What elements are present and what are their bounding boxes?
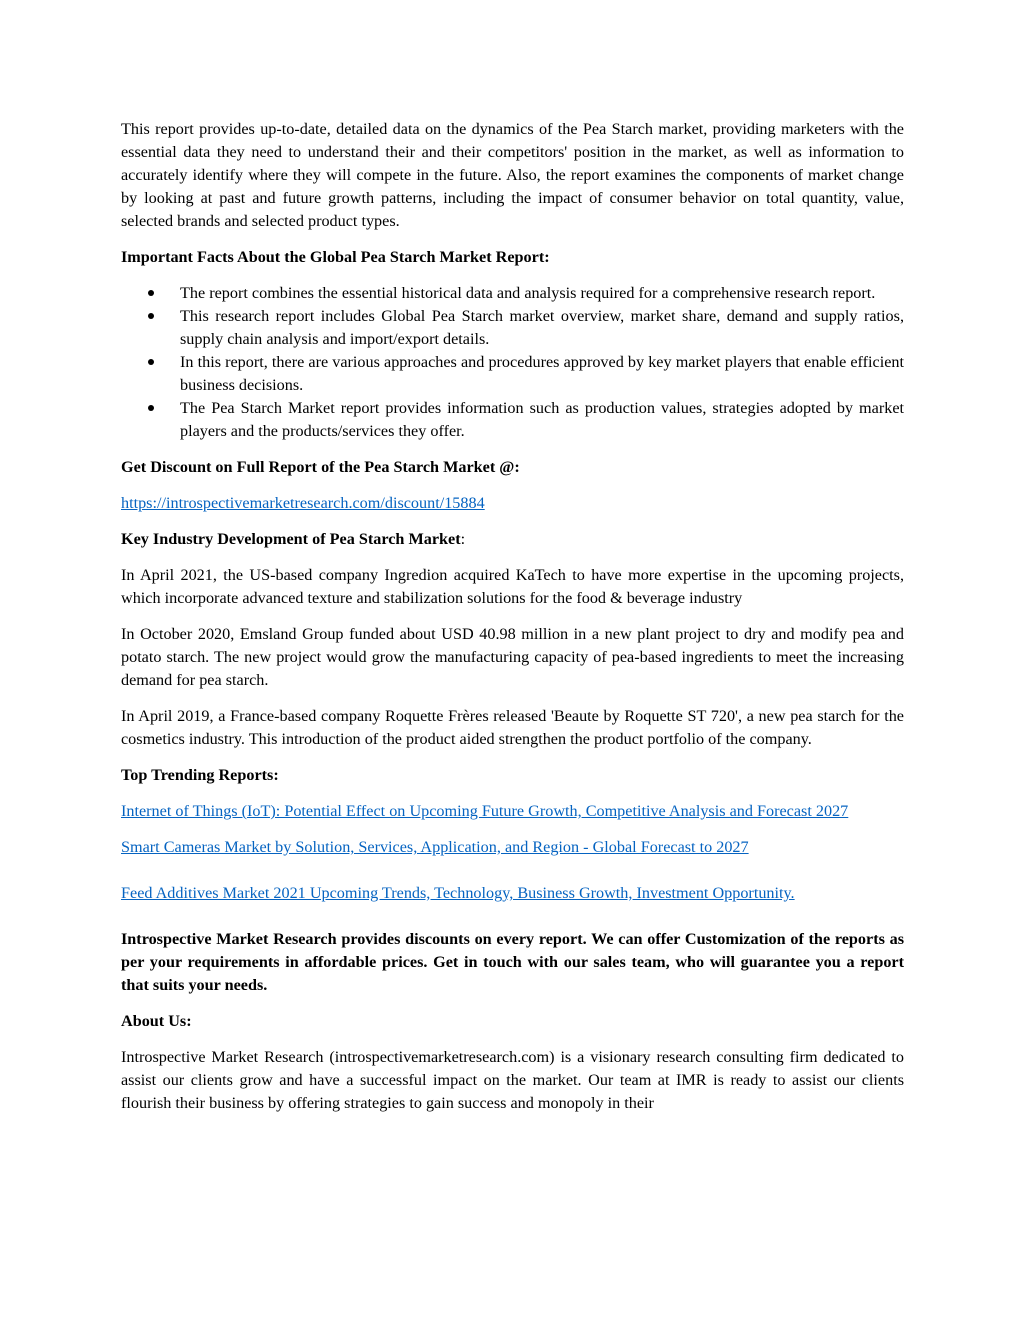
facts-list [121,282,904,443]
discount-note: Introspective Market Research provides discounts on every report. We can offer Customization of the reports as per your requirements in affordable prices. Get in touch with our sales team, who will guarantee you a report that suits your needs. [121,930,904,994]
facts-heading: Important Facts About the Global Pea Starch Market Report: [121,248,550,266]
facts-list-item [121,351,904,397]
development-heading-colon: : [460,530,466,548]
development-heading: Key Industry Development of Pea Starch Market [121,530,461,548]
trending-link-paragraph [121,836,904,859]
development-paragraph: In October 2020, Emsland Group funded about USD 40.98 million in a new plant project to dry and modify pea and potato starch. The new project would grow the manufacturing capacity of pea-based ingredients to meet the increasing demand for pea starch. [121,625,904,689]
facts-list-item-text: The Pea Starch Market report provides information such as production values, strategies adopted by market players and the products/services they offer. [180,399,904,440]
trending-link-paragraph [121,800,904,823]
facts-list-item-text: This research report includes Global Pea Starch market overview, market share, demand and supply ratios, supply chain analysis and import/export details. [180,307,904,348]
discount-link[interactable]: https://introspectivemarketresearch.com/discount/15884 [121,494,485,512]
trending-report-link[interactable]: Internet of Things (IoT): Potential Effect on Upcoming Future Growth, Competitive Analysis and Forecast 2027 [121,802,849,820]
facts-list-item-text: In this report, there are various approaches and procedures approved by key market players that enable efficient business decisions. [180,353,904,394]
development-heading-paragraph [121,528,904,551]
intro-paragraph: This report provides up-to-date, detailed data on the dynamics of the Pea Starch market, providing marketers with the essential data they need to understand their and their competitors' position in the market, as well as information to accurately identify where they will compete in the future. Also, the report examines the components of market change by looking at past and future growth patterns, including the impact of consumer behavior on total quantity, value, selected brands and selected product types. [121,120,904,230]
about-heading: About Us: [121,1012,192,1030]
facts-list-item [121,397,904,443]
discount-link-paragraph [121,492,904,515]
trending-heading: Top Trending Reports: [121,766,279,784]
trending-link-paragraph [121,882,904,905]
facts-list-item [121,305,904,351]
document-page [121,118,904,1115]
discount-heading: Get Discount on Full Report of the Pea Starch Market @: [121,458,520,476]
facts-list-item [121,282,904,305]
development-paragraph: In April 2021, the US-based company Ingredion acquired KaTech to have more expertise in the upcoming projects, which incorporate advanced texture and stabilization solutions for the food & beverage industry [121,566,904,607]
about-paragraph: Introspective Market Research (introspectivemarketresearch.com) is a visionary research consulting firm dedicated to assist our clients grow and have a successful impact on the market. Our team at IMR is ready to assist our clients flourish their business by offering strategies to gain success and monopoly in their [121,1048,904,1112]
development-paragraph: In April 2019, a France-based company Roquette Frères released 'Beaute by Roquette ST 720', a new pea starch for the cosmetics industry. This introduction of the product aided strengthen the product portfolio of the company. [121,707,904,748]
trending-report-link[interactable]: Feed Additives Market 2021 Upcoming Trends, Technology, Business Growth, Investment Opportunity. [121,884,795,902]
facts-list-item-text: The report combines the essential historical data and analysis required for a comprehensive research report. [180,284,876,302]
trending-report-link[interactable]: Smart Cameras Market by Solution, Services, Application, and Region - Global Forecast to 2027 [121,838,749,856]
